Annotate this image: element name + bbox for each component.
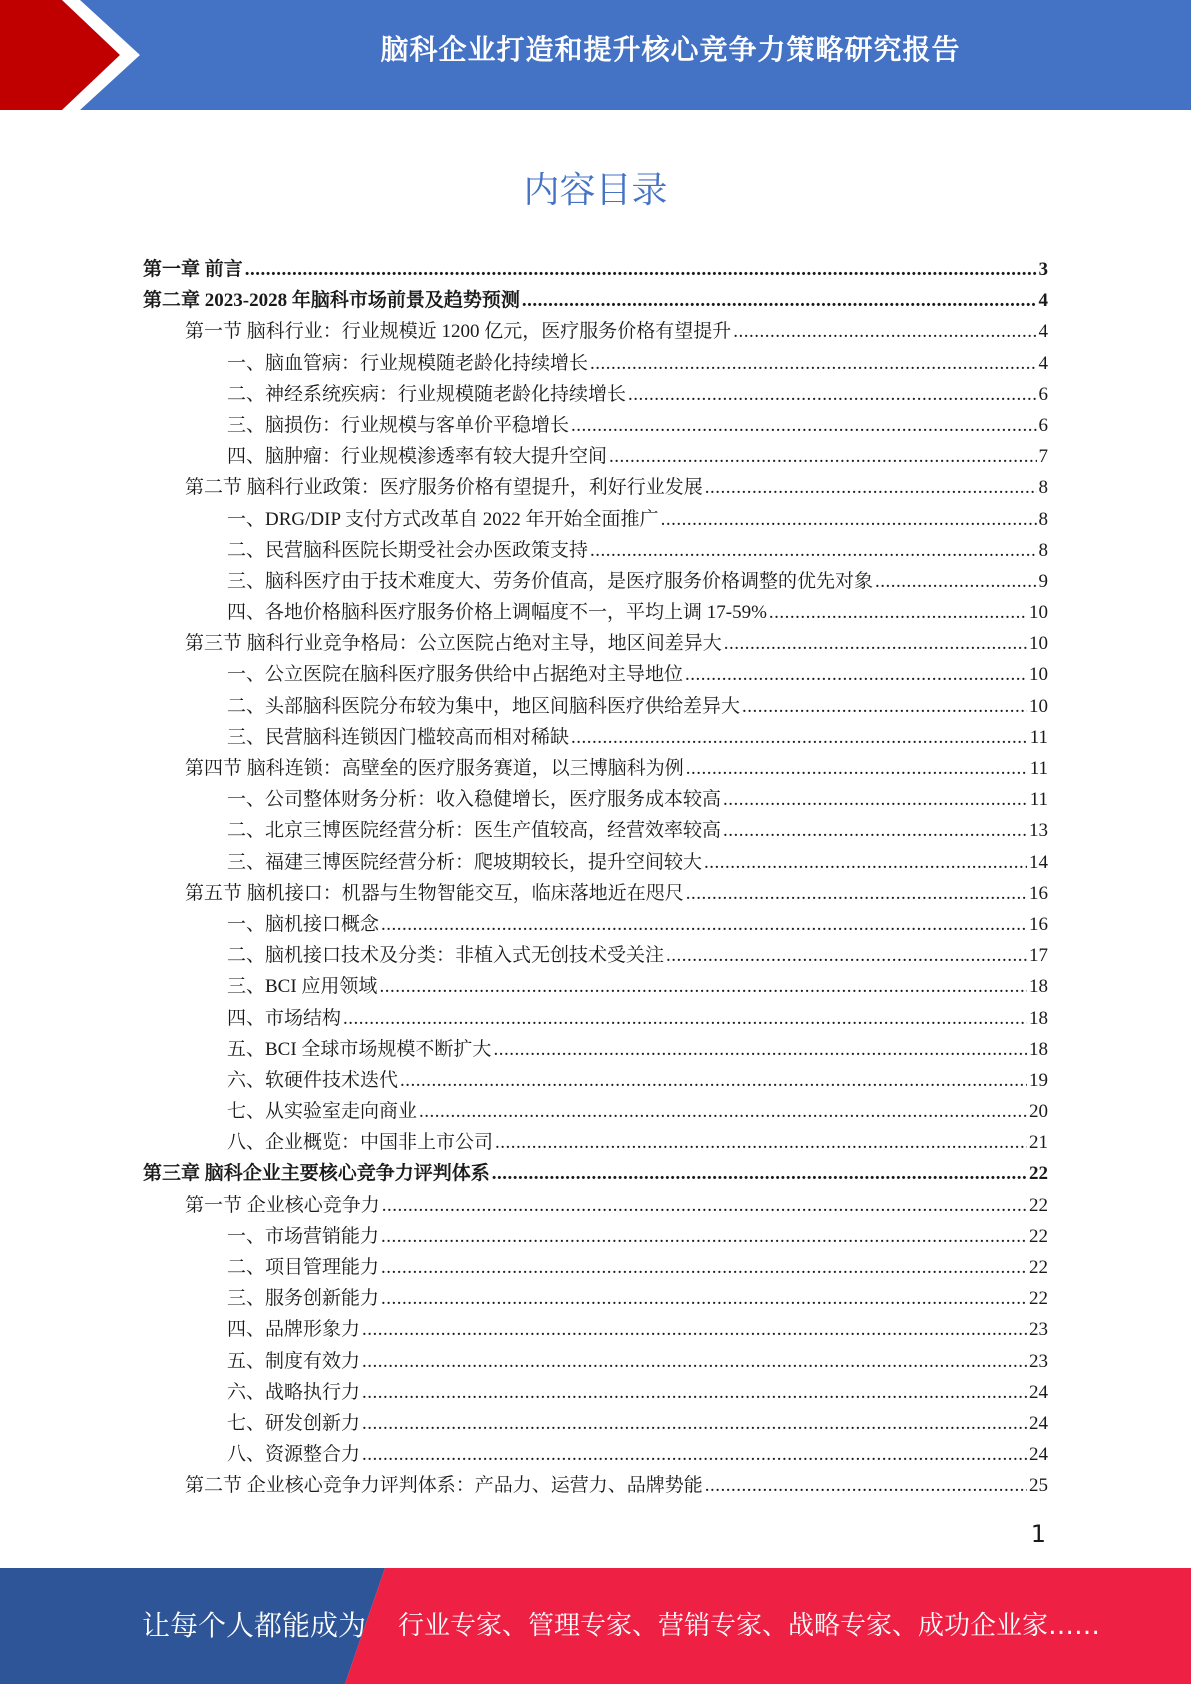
toc-leader-dots bbox=[381, 1283, 1027, 1314]
toc-leader-dots bbox=[742, 691, 1027, 722]
toc-leader-dots bbox=[724, 628, 1027, 659]
toc-entry[interactable] bbox=[143, 784, 1048, 815]
toc-leader-dots bbox=[704, 847, 1027, 878]
toc-entry[interactable] bbox=[143, 691, 1048, 722]
toc-entry-page: 7 bbox=[1038, 446, 1048, 468]
toc-entry[interactable] bbox=[143, 285, 1048, 316]
toc-entry-page: 6 bbox=[1038, 383, 1048, 405]
toc-entry-title: 三、脑科医疗由于技术难度大、劳务价值高，是医疗服务价格调整的优先对象 bbox=[227, 570, 874, 592]
toc-entry[interactable] bbox=[143, 940, 1048, 971]
toc-entry-title: 七、从实验室走向商业 bbox=[227, 1101, 418, 1123]
toc-entry-title: 五、制度有效力 bbox=[227, 1350, 361, 1372]
toc-entry-title: 五、BCI 全球市场规模不断扩大 bbox=[227, 1038, 492, 1060]
toc-leader-dots bbox=[379, 971, 1027, 1002]
toc-entry-page: 18 bbox=[1029, 1007, 1048, 1029]
toc-leader-dots bbox=[362, 1346, 1027, 1377]
toc-entry-page: 21 bbox=[1029, 1132, 1048, 1154]
toc-entry-title: 二、民营脑科医院长期受社会办医政策支持 bbox=[227, 539, 589, 561]
toc-entry[interactable] bbox=[143, 1377, 1048, 1408]
toc-entry[interactable] bbox=[143, 1158, 1048, 1189]
toc-leader-dots bbox=[381, 1252, 1027, 1283]
toc-entry-title: 二、北京三博医院经营分析：医生产值较高，经营效率较高 bbox=[227, 820, 722, 842]
toc-entry-page: 22 bbox=[1029, 1257, 1048, 1278]
toc-leader-dots bbox=[382, 1190, 1027, 1221]
toc-entry[interactable] bbox=[143, 535, 1048, 566]
toc-leader-dots bbox=[362, 1408, 1027, 1439]
toc-entry-page: 19 bbox=[1029, 1069, 1048, 1091]
toc-leader-dots bbox=[705, 1470, 1027, 1501]
toc-entry[interactable] bbox=[143, 971, 1048, 1002]
toc-entry-page: 8 bbox=[1038, 539, 1048, 561]
toc-entry[interactable] bbox=[143, 1003, 1048, 1034]
toc-entry-page: 14 bbox=[1029, 851, 1048, 873]
toc-entry-title: 七、研发创新力 bbox=[227, 1412, 361, 1434]
page-header bbox=[0, 0, 1191, 110]
toc-entry[interactable] bbox=[143, 1314, 1048, 1345]
toc-entry[interactable] bbox=[143, 1470, 1048, 1501]
toc-entry[interactable] bbox=[143, 441, 1048, 472]
toc-entry-page: 22 bbox=[1029, 1288, 1048, 1310]
toc-entry-title: 二、头部脑科医院分布较为集中，地区间脑科医疗供给差异大 bbox=[227, 695, 741, 717]
footer-slogan-left: 让每个人都能成为 bbox=[142, 1609, 367, 1642]
toc-entry[interactable] bbox=[143, 1439, 1048, 1470]
toc-entry-title: 一、DRG/DIP 支付方式改革自 2022 年开始全面推广 bbox=[227, 508, 659, 530]
toc-entry-page: 22 bbox=[1029, 1163, 1048, 1185]
toc-leader-dots bbox=[666, 940, 1027, 971]
toc-entry-title: 一、脑机接口概念 bbox=[227, 913, 380, 935]
toc-entry-page: 11 bbox=[1029, 726, 1048, 748]
toc-entry-title: 三、福建三博医院经营分析：爬坡期较长，提升空间较大 bbox=[227, 851, 703, 873]
toc-leader-dots bbox=[571, 722, 1028, 753]
toc-entry[interactable] bbox=[143, 878, 1048, 909]
toc-entry-title: 三、民营脑科连锁因门槛较高而相对稀缺 bbox=[227, 726, 570, 748]
toc-entry-page: 11 bbox=[1029, 789, 1048, 811]
toc-entry-page: 10 bbox=[1029, 602, 1048, 624]
toc-entry-page: 24 bbox=[1029, 1444, 1048, 1466]
toc-leader-dots bbox=[609, 441, 1036, 472]
toc-entry-page: 22 bbox=[1029, 1225, 1048, 1247]
toc-entry[interactable] bbox=[143, 909, 1048, 940]
toc-entry-page: 10 bbox=[1029, 695, 1048, 717]
toc-entry[interactable] bbox=[143, 1346, 1048, 1377]
toc-entry-page: 16 bbox=[1029, 882, 1048, 904]
toc-entry-page: 10 bbox=[1029, 664, 1048, 686]
toc-entry-page: 6 bbox=[1038, 414, 1048, 436]
toc-leader-dots bbox=[419, 1096, 1027, 1127]
toc-entry[interactable] bbox=[143, 1408, 1048, 1439]
toc-leader-dots bbox=[723, 784, 1028, 815]
toc-entry-title: 一、市场营销能力 bbox=[227, 1225, 380, 1247]
toc-entry[interactable] bbox=[143, 753, 1048, 784]
toc-entry[interactable] bbox=[143, 628, 1048, 659]
toc-entry-page: 20 bbox=[1029, 1101, 1048, 1123]
toc-entry-page: 18 bbox=[1029, 1038, 1048, 1060]
toc-leader-dots bbox=[400, 1065, 1027, 1096]
toc-entry-title: 八、企业概览：中国非上市公司 bbox=[227, 1132, 494, 1154]
toc-leader-dots bbox=[362, 1314, 1027, 1345]
toc-entry-page: 18 bbox=[1029, 976, 1048, 998]
toc-entry-page: 8 bbox=[1038, 477, 1048, 499]
toc-entry[interactable] bbox=[143, 316, 1048, 347]
toc-entry[interactable] bbox=[143, 597, 1048, 628]
toc-entry-title: 一、脑血管病：行业规模随老龄化持续增长 bbox=[227, 352, 589, 374]
toc-entry-page: 4 bbox=[1038, 321, 1048, 343]
footer-slogan-right: 行业专家、管理专家、营销专家、战略专家、成功企业家…… bbox=[398, 1611, 1101, 1641]
toc-entry-page: 17 bbox=[1029, 945, 1048, 967]
toc-entry-title: 六、软硬件技术迭代 bbox=[227, 1069, 399, 1091]
toc-entry[interactable] bbox=[143, 254, 1048, 285]
toc-entry[interactable] bbox=[143, 379, 1048, 410]
toc-entry-title: 第三节 脑科行业竞争格局：公立医院占绝对主导，地区间差异大 bbox=[185, 633, 722, 655]
toc-entry-title: 四、脑肿瘤：行业规模渗透率有较大提升空间 bbox=[227, 446, 608, 468]
toc-leader-dots bbox=[733, 316, 1036, 347]
toc-entry[interactable] bbox=[143, 1065, 1048, 1096]
toc-entry[interactable] bbox=[143, 1252, 1048, 1283]
toc-entry-title: 第二节 脑科行业政策：医疗服务价格有望提升，利好行业发展 bbox=[185, 477, 703, 499]
toc-entry-page: 24 bbox=[1029, 1412, 1048, 1434]
toc-leader-dots bbox=[686, 753, 1028, 784]
toc-entry-page: 24 bbox=[1029, 1381, 1048, 1403]
toc-entry[interactable] bbox=[143, 410, 1048, 441]
toc-entry[interactable] bbox=[143, 1034, 1048, 1065]
toc-leader-dots bbox=[495, 1127, 1027, 1158]
toc-entry[interactable] bbox=[143, 1190, 1048, 1221]
toc-entry-page: 4 bbox=[1038, 290, 1048, 312]
toc-entry-page: 8 bbox=[1038, 508, 1048, 530]
toc-leader-dots bbox=[343, 1003, 1027, 1034]
toc-leader-dots bbox=[590, 535, 1036, 566]
toc-entry-page: 23 bbox=[1029, 1350, 1048, 1372]
toc-leader-dots bbox=[492, 1158, 1027, 1189]
table-of-contents bbox=[143, 254, 1048, 1502]
toc-entry[interactable] bbox=[143, 847, 1048, 878]
toc-entry-title: 一、公立医院在脑科医疗服务供给中占据绝对主导地位 bbox=[227, 664, 684, 686]
toc-entry-title: 第一章 前言 bbox=[143, 259, 243, 280]
toc-entry-title: 第四节 脑科连锁：高壁垒的医疗服务赛道，以三博脑科为例 bbox=[185, 758, 684, 779]
toc-entry-title: 四、各地价格脑科医疗服务价格上调幅度不一，平均上调 17-59% bbox=[227, 602, 767, 624]
toc-entry-title: 八、资源整合力 bbox=[227, 1444, 361, 1466]
toc-leader-dots bbox=[705, 472, 1037, 503]
page-number: 1 bbox=[1030, 1520, 1046, 1548]
report-title: 脑科企业打造和提升核心竞争力策略研究报告 bbox=[380, 33, 961, 66]
toc-leader-dots bbox=[245, 254, 1037, 285]
toc-leader-dots bbox=[362, 1439, 1027, 1470]
toc-leader-dots bbox=[723, 815, 1027, 846]
toc-leader-dots bbox=[590, 348, 1036, 379]
toc-entry-title: 第二章 2023-2028 年脑科市场前景及趋势预测 bbox=[143, 290, 520, 312]
toc-entry-title: 三、脑损伤：行业规模与客单价平稳增长 bbox=[227, 414, 570, 436]
toc-entry-page: 9 bbox=[1038, 570, 1048, 592]
toc-entry[interactable] bbox=[143, 722, 1048, 753]
toc-entry-title: 二、脑机接口技术及分类：非植入式无创技术受关注 bbox=[227, 945, 665, 967]
toc-leader-dots bbox=[769, 597, 1027, 628]
toc-leader-dots bbox=[493, 1034, 1027, 1065]
toc-leader-dots bbox=[628, 379, 1036, 410]
toc-entry-title: 第一节 企业核心竞争力 bbox=[185, 1194, 380, 1216]
toc-entry-title: 二、项目管理能力 bbox=[227, 1257, 380, 1278]
toc-entry-title: 四、品牌形象力 bbox=[227, 1319, 361, 1341]
toc-entry[interactable] bbox=[143, 1283, 1048, 1314]
toc-entry[interactable] bbox=[143, 348, 1048, 379]
toc-entry-page: 22 bbox=[1029, 1194, 1048, 1216]
toc-leader-dots bbox=[522, 285, 1037, 316]
toc-entry-title: 三、BCI 应用领域 bbox=[227, 976, 378, 998]
toc-leader-dots bbox=[686, 878, 1027, 909]
toc-leader-dots bbox=[875, 566, 1036, 597]
toc-entry[interactable] bbox=[143, 566, 1048, 597]
toc-entry-title: 二、神经系统疾病：行业规模随老龄化持续增长 bbox=[227, 383, 627, 405]
toc-entry-page: 25 bbox=[1029, 1475, 1048, 1497]
toc-entry-page: 23 bbox=[1029, 1319, 1048, 1341]
toc-entry-title: 第一节 脑科行业：行业规模近 1200 亿元，医疗服务价格有望提升 bbox=[185, 321, 732, 343]
toc-leader-dots bbox=[571, 410, 1036, 441]
toc-entry-title: 三、服务创新能力 bbox=[227, 1288, 380, 1310]
toc-entry-page: 13 bbox=[1029, 820, 1048, 842]
toc-entry[interactable] bbox=[143, 1127, 1048, 1158]
toc-entry-title: 六、战略执行力 bbox=[227, 1381, 361, 1403]
toc-leader-dots bbox=[685, 659, 1027, 690]
toc-entry-title: 一、公司整体财务分析：收入稳健增长，医疗服务成本较高 bbox=[227, 789, 722, 811]
toc-entry-page: 4 bbox=[1038, 352, 1048, 374]
toc-leader-dots bbox=[362, 1377, 1027, 1408]
toc-entry-title: 第五节 脑机接口：机器与生物智能交互，临床落地近在咫尺 bbox=[185, 882, 684, 904]
toc-entry-page: 11 bbox=[1029, 758, 1048, 779]
toc-entry-title: 四、市场结构 bbox=[227, 1007, 342, 1029]
toc-entry[interactable] bbox=[143, 659, 1048, 690]
toc-entry-page: 3 bbox=[1038, 259, 1048, 280]
toc-entry-title: 第二节 企业核心竞争力评判体系：产品力、运营力、品牌势能 bbox=[185, 1475, 703, 1497]
toc-entry[interactable] bbox=[143, 1221, 1048, 1252]
toc-entry[interactable] bbox=[143, 815, 1048, 846]
toc-leader-dots bbox=[381, 909, 1027, 940]
toc-entry[interactable] bbox=[143, 472, 1048, 503]
toc-entry-title: 第三章 脑科企业主要核心竞争力评判体系 bbox=[143, 1163, 490, 1185]
toc-entry[interactable] bbox=[143, 1096, 1048, 1127]
toc-heading: 内容目录 bbox=[523, 170, 668, 211]
toc-entry-page: 10 bbox=[1029, 633, 1048, 655]
toc-leader-dots bbox=[381, 1221, 1027, 1252]
toc-leader-dots bbox=[661, 504, 1037, 535]
page-footer bbox=[0, 1568, 1191, 1684]
toc-entry[interactable] bbox=[143, 504, 1048, 535]
toc-entry-page: 16 bbox=[1029, 913, 1048, 935]
